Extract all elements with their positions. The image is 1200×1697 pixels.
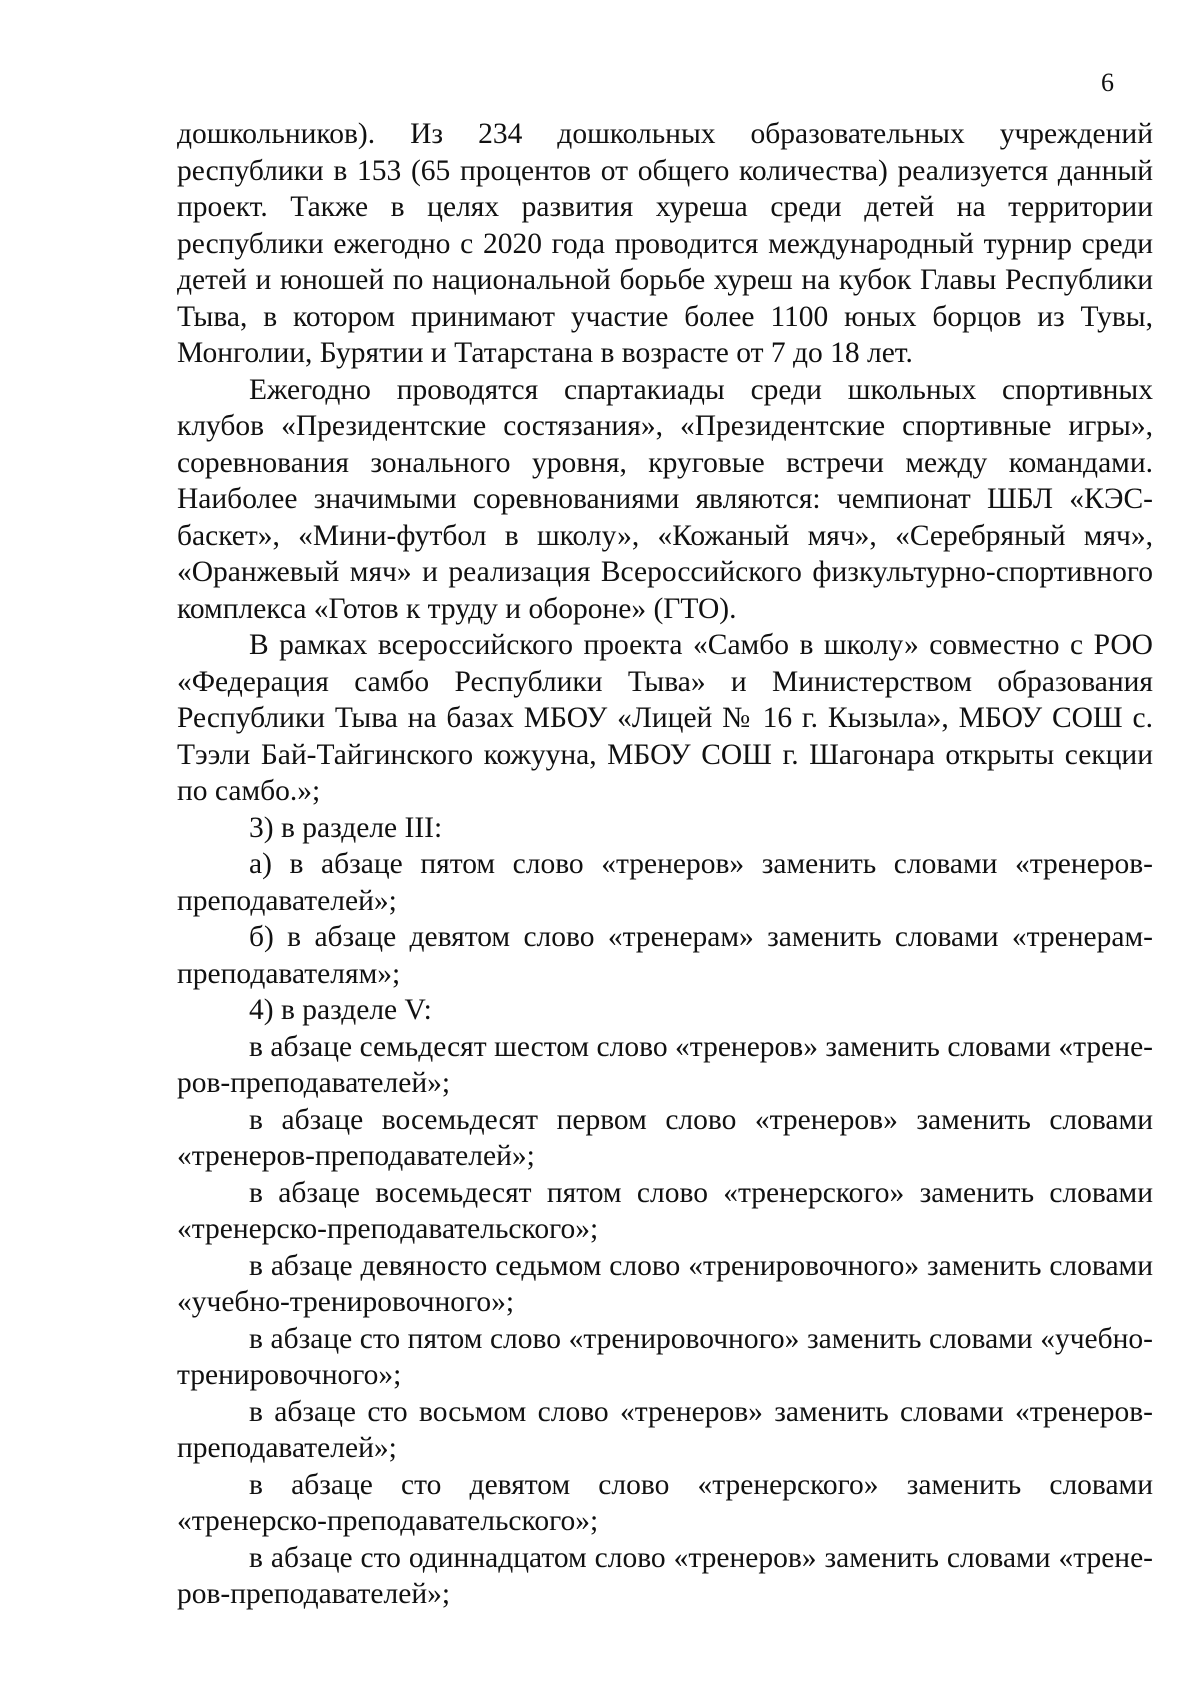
paragraph-14: в абзаце сто девятом слово «тренерского» заменить словами «тренерско-преподавательского»; xyxy=(177,1468,1153,1537)
paragraph-4: 3) в разделе III: xyxy=(249,811,443,844)
paragraph-11: в абзаце девяносто седьмом слово «тренировочного» заменить словами «учебно-тренировочного»; xyxy=(177,1249,1153,1318)
paragraph-5: а) в абзаце пятом слово «тренеров» заменить словами «тренеров-преподавателей»; xyxy=(177,848,1153,917)
paragraph-12: в абзаце сто пятом слово «тренировочного» заменить словами «учебно-тренировочного»; xyxy=(177,1322,1153,1391)
document-body xyxy=(177,116,1153,1613)
paragraph-3: В рамках всероссийского проекта «Самбо в школу» совместно с РОО «Федерация самбо Республики Тыва» и Министерством образования Республики Тыва на базах МБОУ «Лицей № 16 г. Кызыла», МБОУ СОШ с. Тээли Бай-Тайгинского кожууна, МБОУ СОШ г. Шагонара открыты секции по самбо.»; xyxy=(177,629,1153,807)
paragraph-15: в абзаце сто одиннадцатом слово «тренеров» заменить словами «тренеров-преподавателей»; xyxy=(177,1541,1153,1610)
paragraph-9: в абзаце восемьдесят первом слово «тренеров» заменить словами «тренеров-преподавателей»; xyxy=(177,1103,1153,1172)
page-number: 6 xyxy=(1101,68,1114,97)
paragraph-2: Ежегодно проводятся спартакиады среди школьных спортивных клубов «Президентские состязания», «Президентские спортивные игры», соревнования зонального уровня, круговые встречи между командами. Наиболее значимыми соревнованиями являются: чемпионат ШБЛ «КЭС-баскет», «Мини-футбол в школу», «Кожаный мяч», «Серебряный мяч», «Оранжевый мяч» и реализация Всероссийского физкультурно-спортивного комплекса «Готов к труду и обороне» (ГТО). xyxy=(177,373,1153,625)
paragraph-1: дошкольников). Из 234 дошкольных образовательных учреждений республики в 153 (65 процентов от общего количества) реализуется данный проект. Также в целях развития хуреша среди детей на территории республики ежегодно с 2020 года проводится международный турнир среди детей и юношей по национальной борьбе хуреш на кубок Главы Республики Тыва, в котором принимают участие более 1100 юных борцов из Тувы, Монголии, Бурятии и Татарстана в возрасте от 7 до 18 лет. xyxy=(177,118,1153,369)
paragraph-8: в абзаце семьдесят шестом слово «тренеров» заменить словами «тренеров-преподавателей»; xyxy=(177,1030,1153,1099)
paragraph-13: в абзаце сто восьмом слово «тренеров» заменить словами «тренеров-преподавателей»; xyxy=(177,1395,1153,1464)
paragraph-6: б) в абзаце девятом слово «тренерам» заменить словами «тренерам-преподавателям»; xyxy=(177,921,1153,990)
paragraph-10: в абзаце восемьдесят пятом слово «тренерского» заменить словами «тренерско-преподавательского»; xyxy=(177,1176,1153,1245)
paragraph-7: 4) в разделе V: xyxy=(249,994,432,1026)
